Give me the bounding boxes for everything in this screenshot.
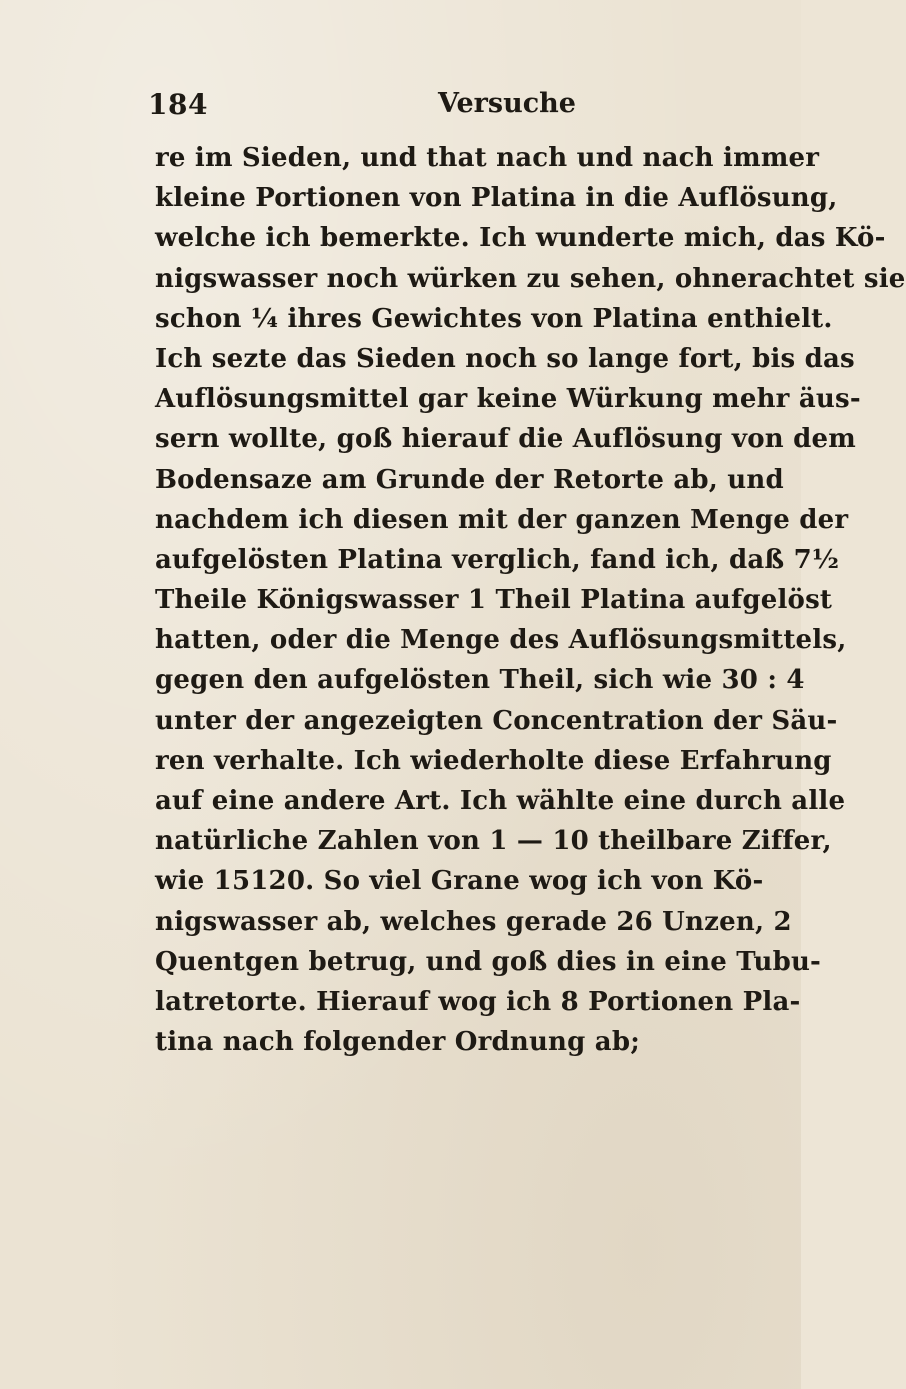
running-head: Versuche <box>438 88 576 119</box>
text-line: wie 15120. So viel Grane wog ich von Kö- <box>155 866 764 897</box>
text-line: Bodensaze am Grunde der Retorte ab, und <box>155 464 784 495</box>
text-line: hatten, oder die Menge des Auflösungsmittels, <box>155 625 847 656</box>
text-line: gegen den aufgelösten Theil, sich wie 30 : 4 <box>155 665 805 696</box>
text-line: Ich sezte das Sieden noch so lange fort, bis das <box>155 343 855 374</box>
text-line: kleine Portionen von Platina in die Auflösung, <box>155 183 838 214</box>
text-line: nigswasser ab, welches gerade 26 Unzen, 2 <box>155 906 792 937</box>
text-line: welche ich bemerkte. Ich wunderte mich, das Kö- <box>155 223 886 254</box>
text-line: nachdem ich diesen mit der ganzen Menge der <box>155 504 849 535</box>
body-text <box>155 138 906 1062</box>
page-header <box>148 88 708 124</box>
text-line: auf eine andere Art. Ich wählte eine durch alle <box>155 786 846 816</box>
text-line: sern wollte, goß hierauf die Auflösung von dem <box>155 424 856 455</box>
text-line: Theile Königswasser 1 Theil Platina aufgelöst <box>155 585 833 616</box>
text-line: ren verhalte. Ich wiederholte diese Erfahrung <box>155 745 832 776</box>
text-line: Quentgen betrug, und goß dies in eine Tubu- <box>155 946 822 977</box>
text-line: re im Sieden, und that nach und nach immer <box>155 143 820 173</box>
text-line: tina nach folgender Ordnung ab; <box>155 1027 641 1058</box>
page-number: 184 <box>148 88 208 121</box>
text-line: aufgelösten Platina verglich, fand ich, daß 7½ <box>155 544 840 575</box>
text-line: natürliche Zahlen von 1 — 10 theilbare Ziffer, <box>155 826 832 857</box>
text-line: schon ¼ ihres Gewichtes von Platina enthielt. <box>155 303 833 334</box>
text-line: unter der angezeigten Concentration der Säu- <box>155 705 838 736</box>
text-line: Auflösungsmittel gar keine Würkung mehr äus- <box>155 384 861 415</box>
text-line: latretorte. Hierauf wog ich 8 Portionen Pla- <box>155 986 801 1017</box>
text-line: nigswasser noch würken zu sehen, ohnerachtet sie <box>155 263 906 294</box>
